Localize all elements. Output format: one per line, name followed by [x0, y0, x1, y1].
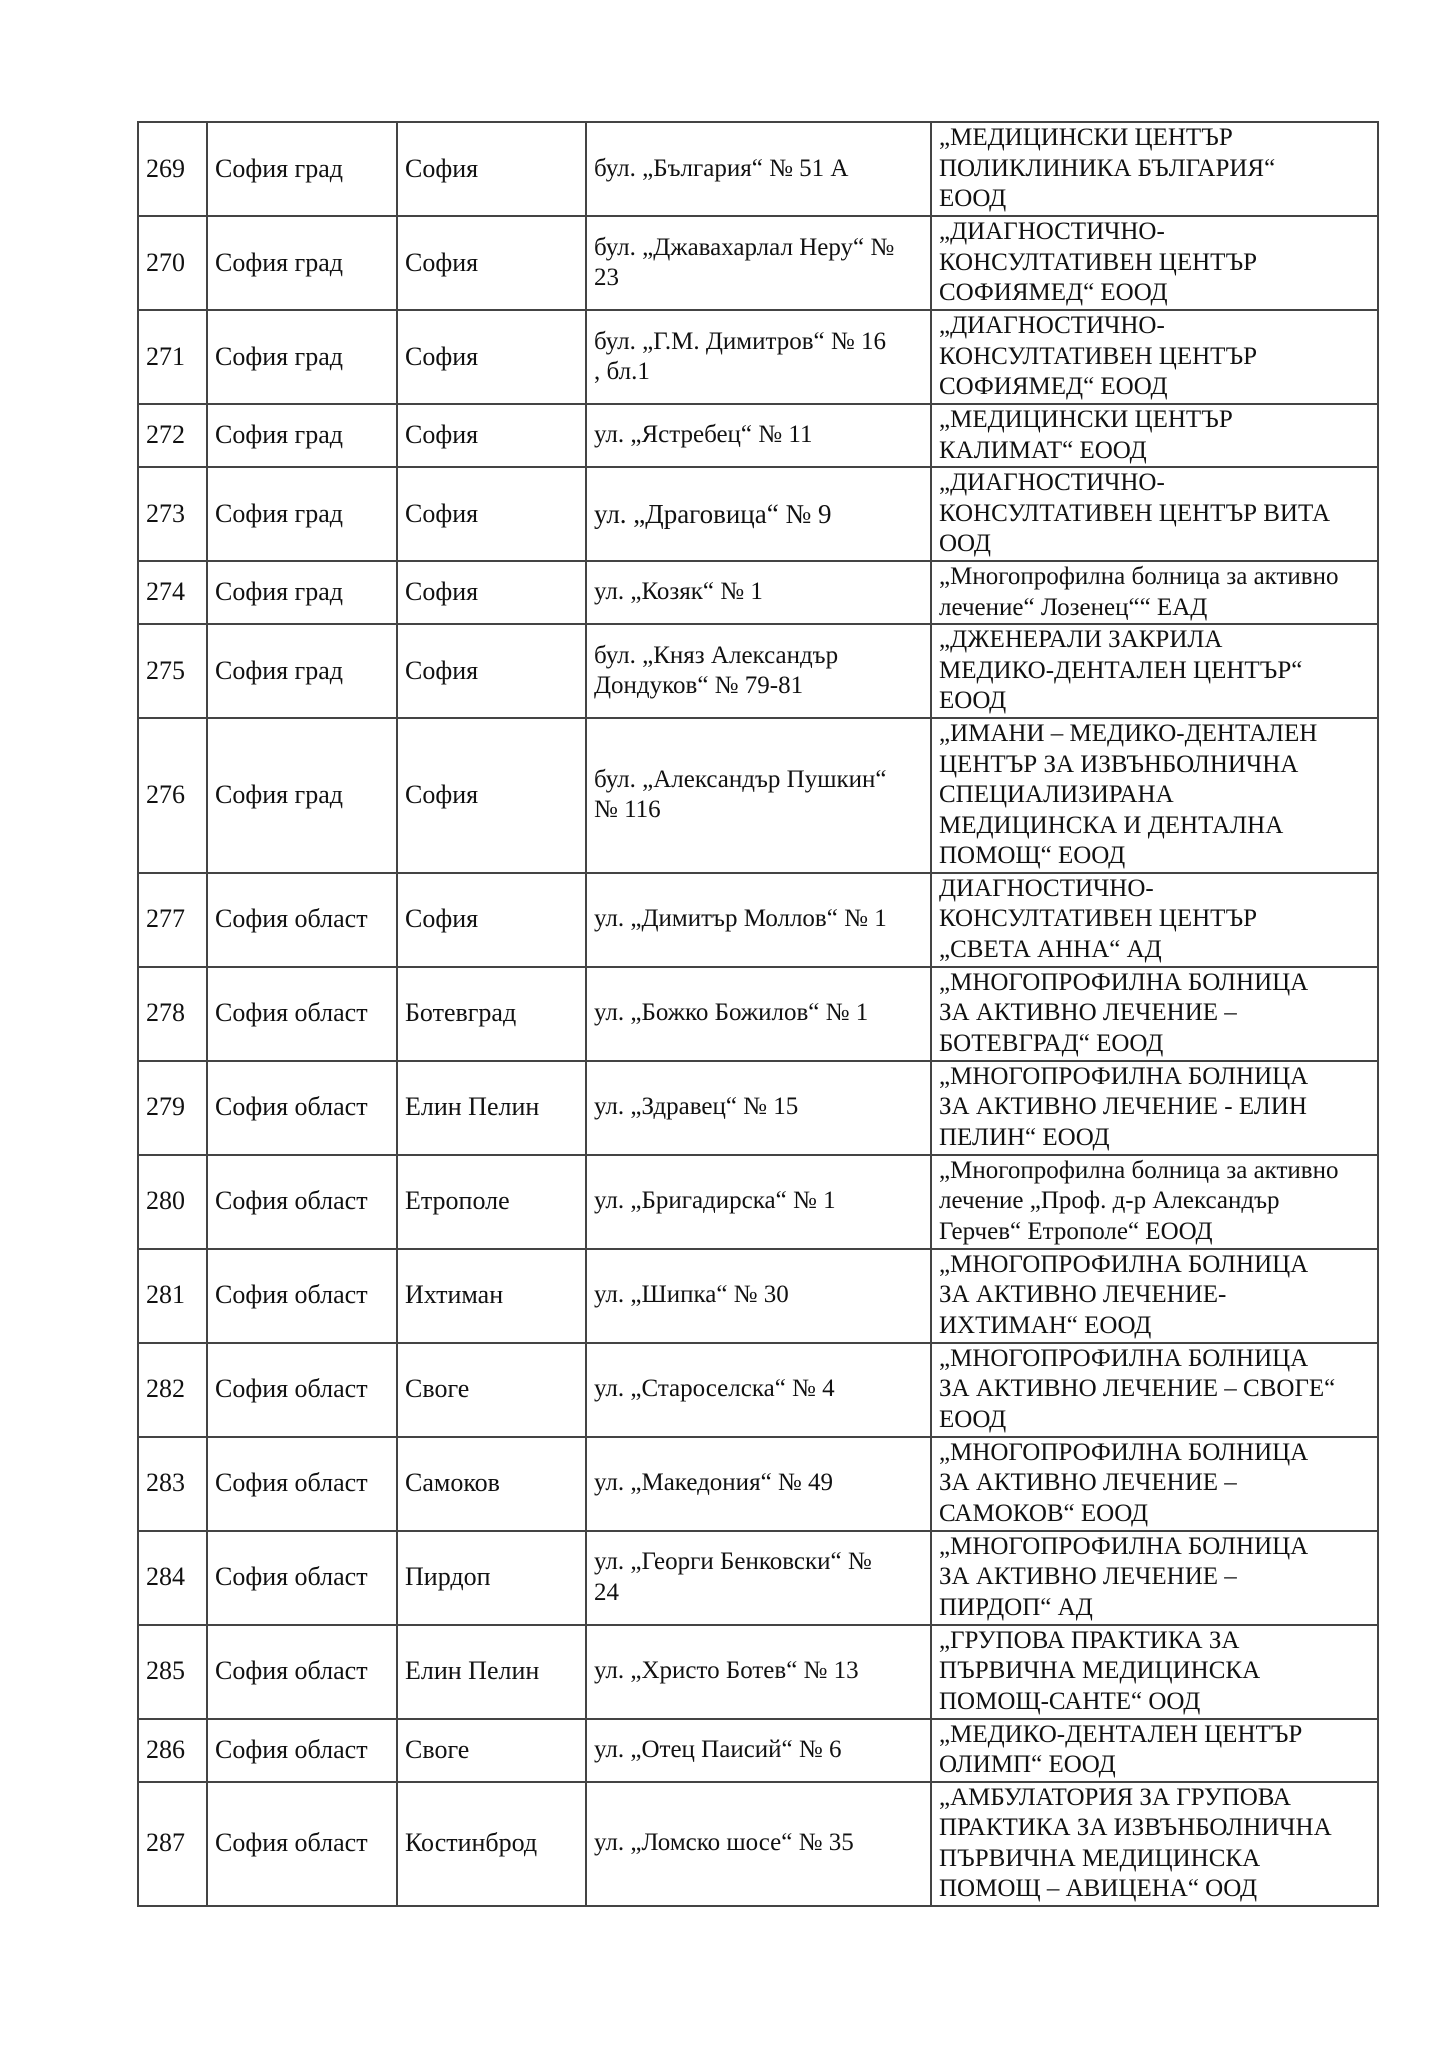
address-line: ул. „Христо Ботев“ № 13	[594, 1657, 859, 1685]
city-cell: Пирдоп	[397, 1531, 586, 1625]
facility-name-line: „МНОГОПРОФИЛНА БОЛНИЦА	[939, 1250, 1309, 1278]
facility-name-line: ПИРДОП“ АД	[939, 1593, 1093, 1621]
facility-name-line: „МНОГОПРОФИЛНА БОЛНИЦА	[939, 1532, 1309, 1560]
address-line: № 116	[594, 796, 661, 824]
table-row	[138, 1625, 1378, 1719]
facility-name-line: ПОМОЩ – АВИЦЕНА“ ООД	[939, 1875, 1258, 1902]
facility-name-line: ЗА АКТИВНО ЛЕЧЕНИЕ –	[939, 1469, 1237, 1497]
row-number-cell: 277	[138, 873, 207, 967]
facility-name-cell	[931, 1249, 1378, 1343]
address-cell	[586, 1625, 931, 1719]
facility-name-cell	[931, 1625, 1378, 1719]
table-row	[138, 1155, 1378, 1249]
address-cell	[586, 467, 931, 561]
row-number-cell: 276	[138, 718, 207, 873]
row-number-cell: 270	[138, 216, 207, 310]
facility-name-cell	[931, 404, 1378, 467]
region-cell: София град	[207, 310, 397, 404]
facility-name-line: Герчев“ Етрополе“ ЕООД	[939, 1217, 1213, 1245]
region-cell: София област	[207, 1249, 397, 1343]
city-cell: София	[397, 873, 586, 967]
row-number-cell: 275	[138, 624, 207, 718]
row-number-cell: 273	[138, 467, 207, 561]
address-line: , бл.1	[594, 358, 650, 385]
facility-name-line: ЕООД	[939, 687, 1007, 715]
region-cell: София град	[207, 122, 397, 216]
address-cell	[586, 1782, 931, 1906]
region-cell: София област	[207, 1155, 397, 1249]
table-row	[138, 718, 1378, 873]
row-number-cell: 269	[138, 122, 207, 216]
table-row	[138, 310, 1378, 404]
facility-name-line: ЗА АКТИВНО ЛЕЧЕНИЕ –	[939, 999, 1237, 1027]
row-number-cell: 285	[138, 1625, 207, 1719]
facility-name-cell	[931, 1155, 1378, 1249]
row-number-cell: 279	[138, 1061, 207, 1155]
address-cell	[586, 1719, 931, 1782]
region-cell: София област	[207, 873, 397, 967]
address-line: ул. „Божко Божилов“ № 1	[594, 999, 869, 1027]
facility-name-cell	[931, 1531, 1378, 1625]
table-row	[138, 967, 1378, 1061]
address-line: ул. „Отец Паисий“ № 6	[594, 1735, 842, 1763]
facility-name-line: „СВЕТА АННА“ АД	[939, 935, 1162, 963]
table-row	[138, 1061, 1378, 1155]
facility-name-line: ИХТИМАН“ ЕООД	[939, 1311, 1152, 1339]
facility-name-line: „ДЖЕНЕРАЛИ ЗАКРИЛА	[939, 626, 1223, 654]
facility-name-line: ДИАГНОСТИЧНО-	[939, 874, 1154, 902]
row-number-cell: 284	[138, 1531, 207, 1625]
region-cell: София град	[207, 216, 397, 310]
region-cell: София област	[207, 1437, 397, 1531]
table-row	[138, 1437, 1378, 1531]
region-cell: София град	[207, 404, 397, 467]
facility-name-line: „МНОГОПРОФИЛНА БОЛНИЦА	[939, 1344, 1309, 1372]
row-number-cell: 272	[138, 404, 207, 467]
facility-name-line: „ДИАГНОСТИЧНО-	[939, 469, 1165, 497]
region-cell: София област	[207, 1719, 397, 1782]
table-row	[138, 1782, 1378, 1906]
table-row	[138, 873, 1378, 967]
facility-name-line: КОНСУЛТАТИВЕН ЦЕНТЪР	[939, 248, 1258, 276]
city-cell: София	[397, 561, 586, 624]
table-row	[138, 1531, 1378, 1625]
address-cell	[586, 1155, 931, 1249]
address-line: ул. „Бригадирска“ № 1	[594, 1187, 836, 1215]
address-line: ул. „Здравец“ № 15	[594, 1093, 799, 1121]
address-line: Дондуков“ № 79-81	[594, 672, 804, 699]
facility-name-line: лечение „Проф. д-р Александър	[939, 1187, 1280, 1215]
facility-name-line: „ДИАГНОСТИЧНО-	[939, 218, 1165, 246]
facility-name-line: ПЕЛИН“ ЕООД	[939, 1123, 1110, 1151]
facility-name-cell	[931, 967, 1378, 1061]
city-cell: София	[397, 624, 586, 718]
address-cell	[586, 1343, 931, 1437]
facility-name-line: „МЕДИЦИНСКИ ЦЕНТЪР	[939, 124, 1233, 152]
city-cell: Самоков	[397, 1437, 586, 1531]
table-row	[138, 216, 1378, 310]
row-number-cell: 280	[138, 1155, 207, 1249]
facility-name-line: „Многопрофилна болница за активно	[939, 1156, 1339, 1184]
facility-name-line: ПЪРВИЧНА МЕДИЦИНСКА	[939, 1657, 1261, 1685]
address-cell	[586, 1249, 931, 1343]
address-cell	[586, 1061, 931, 1155]
address-line: ул. „Драговица“ № 9	[594, 498, 832, 529]
address-line: ул. „Македония“ № 49	[594, 1469, 834, 1497]
address-cell	[586, 404, 931, 467]
facility-name-cell	[931, 310, 1378, 404]
city-cell: София	[397, 122, 586, 216]
facility-name-line: ПОМОЩ-САНТЕ“ ООД	[939, 1687, 1201, 1715]
facility-name-line: „МЕДИЦИНСКИ ЦЕНТЪР	[939, 406, 1233, 433]
table-row	[138, 1343, 1378, 1437]
city-cell: София	[397, 718, 586, 873]
facility-name-line: СПЕЦИАЛИЗИРАНА	[939, 781, 1174, 808]
address-cell	[586, 624, 931, 718]
address-cell	[586, 216, 931, 310]
facility-name-line: „МНОГОПРОФИЛНА БОЛНИЦА	[939, 968, 1309, 996]
address-line: ул. „Козяк“ № 1	[594, 578, 763, 606]
region-cell: София град	[207, 561, 397, 624]
address-line: ул. „Ломско шосе“ № 35	[594, 1829, 854, 1857]
facility-name-line: „АМБУЛАТОРИЯ ЗА ГРУПОВА	[939, 1783, 1291, 1811]
row-number-cell: 274	[138, 561, 207, 624]
facility-name-line: ЕООД	[939, 185, 1007, 213]
facility-name-cell	[931, 624, 1378, 718]
facility-name-cell	[931, 718, 1378, 873]
table-row	[138, 561, 1378, 624]
city-cell: София	[397, 404, 586, 467]
address-line: бул. „Александър Пушкин“	[594, 765, 887, 793]
city-cell: София	[397, 467, 586, 561]
address-cell	[586, 561, 931, 624]
facility-name-line: МЕДИКО-ДЕНТАЛЕН ЦЕНТЪР“	[939, 656, 1303, 684]
address-line: 24	[594, 1578, 619, 1606]
facility-name-line: „ГРУПОВА ПРАКТИКА ЗА	[939, 1626, 1240, 1654]
city-cell: София	[397, 216, 586, 310]
row-number-cell: 278	[138, 967, 207, 1061]
address-cell	[586, 1437, 931, 1531]
city-cell: Своге	[397, 1343, 586, 1437]
table-row	[138, 122, 1378, 216]
city-cell: Елин Пелин	[397, 1061, 586, 1155]
table-body	[138, 122, 1378, 1906]
table-row	[138, 1249, 1378, 1343]
facility-name-line: ПОМОЩ“ ЕООД	[939, 842, 1126, 869]
table-row	[138, 467, 1378, 561]
facility-name-cell	[931, 561, 1378, 624]
facility-name-line: ПЪРВИЧНА МЕДИЦИНСКА	[939, 1844, 1261, 1872]
facility-name-cell	[931, 1343, 1378, 1437]
table-row	[138, 624, 1378, 718]
facility-name-line: лечение“ Лозенец““ ЕАД	[939, 593, 1208, 621]
facility-name-line: ЦЕНТЪР ЗА ИЗВЪНБОЛНИЧНА	[939, 750, 1299, 778]
row-number-cell: 281	[138, 1249, 207, 1343]
city-cell: Ботевград	[397, 967, 586, 1061]
region-cell: София област	[207, 967, 397, 1061]
city-cell: Етрополе	[397, 1155, 586, 1249]
row-number-cell: 286	[138, 1719, 207, 1782]
region-cell: София област	[207, 1061, 397, 1155]
facility-name-line: БОТЕВГРАД“ ЕООД	[939, 1029, 1164, 1057]
region-cell: София област	[207, 1782, 397, 1906]
facility-name-line: МЕДИЦИНСКА И ДЕНТАЛНА	[939, 811, 1284, 839]
address-line: бул. „Г.М. Димитров“ № 16	[594, 327, 886, 355]
facility-name-line: ЕООД	[939, 1405, 1007, 1433]
region-cell: София област	[207, 1531, 397, 1625]
address-cell	[586, 967, 931, 1061]
city-cell: Ихтиман	[397, 1249, 586, 1343]
facility-name-line: „ДИАГНОСТИЧНО-	[939, 312, 1165, 340]
facility-name-line: ЗА АКТИВНО ЛЕЧЕНИЕ - ЕЛИН	[939, 1093, 1307, 1121]
address-line: ул. „Ястребец“ № 11	[594, 421, 813, 449]
facility-name-line: СОФИЯМЕД“ ЕООД	[939, 373, 1168, 401]
facility-name-line: „Многопрофилна болница за активно	[939, 563, 1339, 590]
facility-name-cell	[931, 1437, 1378, 1531]
facility-name-line: „МНОГОПРОФИЛНА БОЛНИЦА	[939, 1062, 1309, 1090]
facility-name-line: ЗА АКТИВНО ЛЕЧЕНИЕ – СВОГЕ“	[939, 1375, 1336, 1403]
facility-name-line: ПРАКТИКА ЗА ИЗВЪНБОЛНИЧНА	[939, 1814, 1332, 1841]
region-cell: София област	[207, 1343, 397, 1437]
facility-name-line: САМОКОВ“ ЕООД	[939, 1499, 1149, 1527]
table-row	[138, 404, 1378, 467]
facility-name-cell	[931, 122, 1378, 216]
facility-name-line: ООД	[939, 530, 991, 558]
row-number-cell: 282	[138, 1343, 207, 1437]
address-line: 23	[594, 264, 619, 291]
city-cell: Елин Пелин	[397, 1625, 586, 1719]
facility-name-line: „ИМАНИ – МЕДИКО-ДЕНТАЛЕН	[939, 720, 1318, 747]
facility-name-cell	[931, 1782, 1378, 1906]
city-cell: Костинброд	[397, 1782, 586, 1906]
region-cell: София град	[207, 624, 397, 718]
city-cell: София	[397, 310, 586, 404]
medical-facilities-table	[137, 121, 1379, 1907]
region-cell: София град	[207, 718, 397, 873]
facility-name-cell	[931, 1719, 1378, 1782]
facility-name-cell	[931, 873, 1378, 967]
facility-name-line: ПОЛИКЛИНИКА БЪЛГАРИЯ“	[939, 154, 1276, 182]
address-cell	[586, 310, 931, 404]
facility-name-line: ЗА АКТИВНО ЛЕЧЕНИЕ-	[939, 1281, 1227, 1309]
facility-name-line: КОНСУЛТАТИВЕН ЦЕНТЪР ВИТА	[939, 499, 1331, 527]
row-number-cell: 283	[138, 1437, 207, 1531]
table-row	[138, 1719, 1378, 1782]
address-line: бул. „България“ № 51 А	[594, 154, 849, 182]
facility-name-line: ОЛИМП“ ЕООД	[939, 1751, 1116, 1778]
address-cell	[586, 718, 931, 873]
facility-name-line: СОФИЯМЕД“ ЕООД	[939, 279, 1168, 307]
facility-name-line: ЗА АКТИВНО ЛЕЧЕНИЕ –	[939, 1563, 1237, 1591]
address-cell	[586, 873, 931, 967]
facility-name-line: „МНОГОПРОФИЛНА БОЛНИЦА	[939, 1438, 1309, 1466]
region-cell: София град	[207, 467, 397, 561]
facility-name-line: КОНСУЛТАТИВЕН ЦЕНТЪР	[939, 905, 1258, 933]
facility-name-line: КОНСУЛТАТИВЕН ЦЕНТЪР	[939, 342, 1258, 370]
facility-name-cell	[931, 216, 1378, 310]
region-cell: София област	[207, 1625, 397, 1719]
address-cell	[586, 1531, 931, 1625]
address-line: ул. „Шипка“ № 30	[594, 1281, 789, 1309]
facility-name-line: „МЕДИКО-ДЕНТАЛЕН ЦЕНТЪР	[939, 1720, 1303, 1748]
address-line: ул. „Георги Бенковски“ №	[594, 1548, 872, 1575]
address-line: ул. „Староселска“ № 4	[594, 1375, 835, 1403]
row-number-cell: 287	[138, 1782, 207, 1906]
address-line: бул. „Княз Александър	[594, 641, 839, 669]
address-line: ул. „Димитър Моллов“ № 1	[594, 905, 887, 933]
facility-name-line: КАЛИМАТ“ ЕООД	[939, 436, 1147, 464]
address-cell	[586, 122, 931, 216]
row-number-cell: 271	[138, 310, 207, 404]
address-line: бул. „Джавахарлал Неру“ №	[594, 233, 895, 261]
facility-name-cell	[931, 467, 1378, 561]
facility-name-cell	[931, 1061, 1378, 1155]
city-cell: Своге	[397, 1719, 586, 1782]
